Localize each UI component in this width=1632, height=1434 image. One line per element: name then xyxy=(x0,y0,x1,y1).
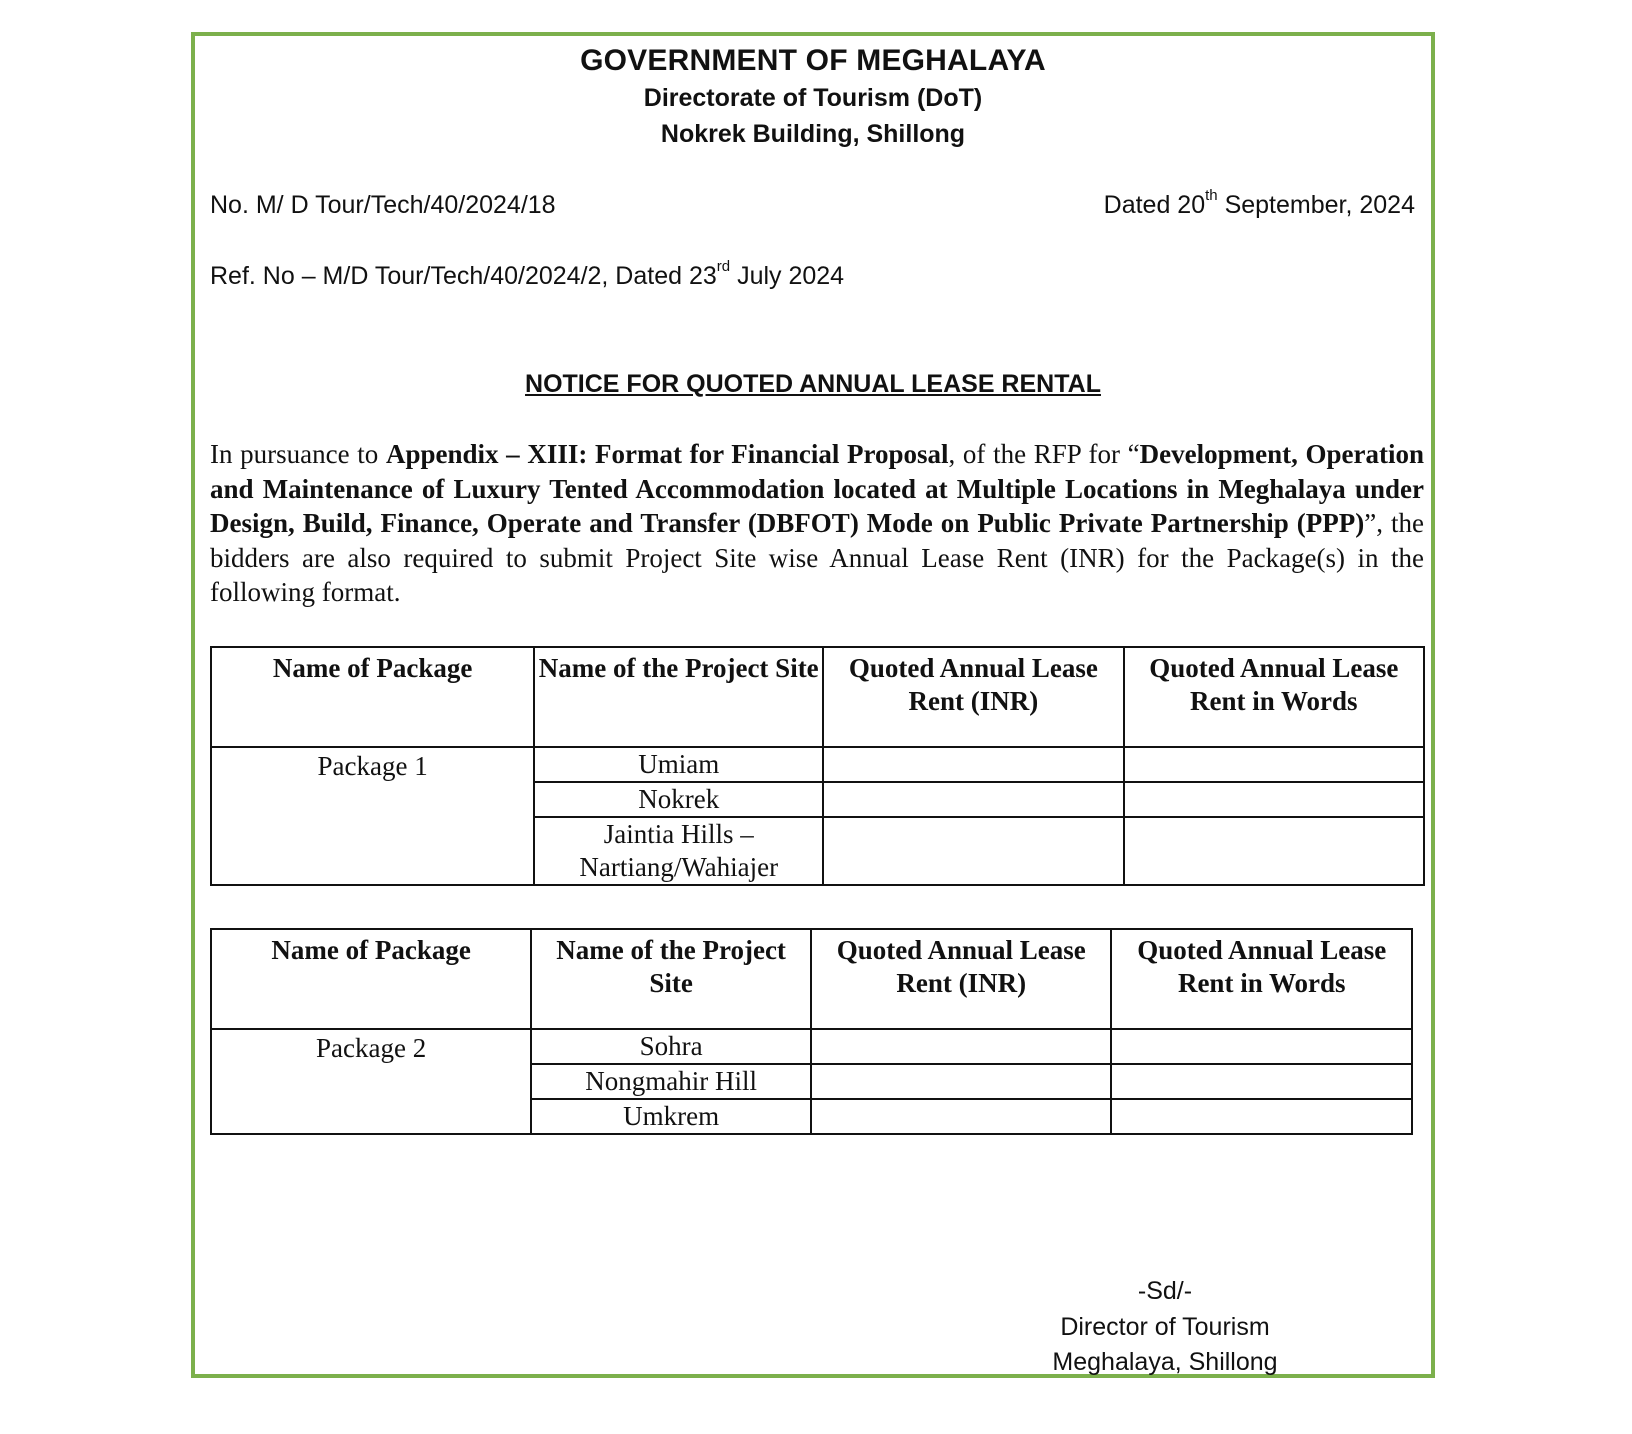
signatory-designation: Director of Tourism xyxy=(1060,1312,1270,1341)
header-rent-inr: Quoted Annual Lease Rent (INR) xyxy=(823,647,1123,747)
header-package: Name of Package xyxy=(211,929,531,1029)
rent-words-cell[interactable] xyxy=(1124,817,1424,885)
rent-inr-cell[interactable] xyxy=(811,1099,1112,1134)
signatory-place: Meghalaya, Shillong xyxy=(1052,1348,1278,1376)
header-site: Name of the Project Site xyxy=(534,647,823,747)
header-package: Name of Package xyxy=(211,647,534,747)
rent-inr-cell[interactable] xyxy=(823,747,1123,782)
address-heading: Nokrek Building, Shillong xyxy=(660,120,966,148)
rent-words-cell[interactable] xyxy=(1124,747,1424,782)
rent-words-cell[interactable] xyxy=(1111,1064,1412,1099)
reference-number: No. M/ D Tour/Tech/40/2024/18 xyxy=(210,191,556,219)
signature-block xyxy=(1025,1274,1305,1381)
rent-inr-cell[interactable] xyxy=(823,817,1123,885)
signature-sd: -Sd/- xyxy=(1137,1277,1193,1305)
package-1-table xyxy=(210,646,1425,886)
directorate-heading: Directorate of Tourism (DoT) xyxy=(643,84,983,112)
header-rent-words: Quoted Annual Lease Rent in Words xyxy=(1111,929,1412,1029)
site-name: Nokrek xyxy=(534,782,823,817)
rent-inr-cell[interactable] xyxy=(811,1064,1112,1099)
notice-title: NOTICE FOR QUOTED ANNUAL LEASE RENTAL xyxy=(525,370,1101,398)
government-heading: GOVERNMENT OF MEGHALAYA xyxy=(580,44,1046,77)
reference-date: Dated 20th September, 2024 xyxy=(1103,187,1415,219)
site-name: Sohra xyxy=(531,1029,811,1064)
package-name: Package 1 xyxy=(211,747,534,885)
header-rent-words: Quoted Annual Lease Rent in Words xyxy=(1124,647,1424,747)
site-name: Jaintia Hills – Nartiang/Wahiajer xyxy=(534,817,823,885)
site-name: Nongmahir Hill xyxy=(531,1064,811,1099)
rent-words-cell[interactable] xyxy=(1111,1029,1412,1064)
site-name: Umkrem xyxy=(531,1099,811,1134)
previous-reference: Ref. No – M/D Tour/Tech/40/2024/2, Dated 23rd July 2024 xyxy=(210,258,845,290)
package-name: Package 2 xyxy=(211,1029,531,1134)
header-rent-inr: Quoted Annual Lease Rent (INR) xyxy=(811,929,1112,1029)
rent-inr-cell[interactable] xyxy=(823,782,1123,817)
header-site: Name of the Project Site xyxy=(531,929,811,1029)
rent-inr-cell[interactable] xyxy=(811,1029,1112,1064)
rent-words-cell[interactable] xyxy=(1124,782,1424,817)
notice-paragraph: In pursuance to Appendix – XIII: Format for Financial Proposal, of the RFP for “Development, Operation and Maintenance of Luxury Tented Accommodation located at Multiple Locations in Meghalaya under Design, Build, Finance, Operate and Transfer (DBFOT) Mode on Public Private Partnership (PPP)”, the bidders are also required to submit Project Site wise Annual Lease Rent (INR) for the Package(s) in the following format. xyxy=(210,439,1424,607)
notice-document xyxy=(191,32,1435,1378)
rent-words-cell[interactable] xyxy=(1111,1099,1412,1134)
site-name: Umiam xyxy=(534,747,823,782)
package-2-table xyxy=(210,928,1413,1135)
